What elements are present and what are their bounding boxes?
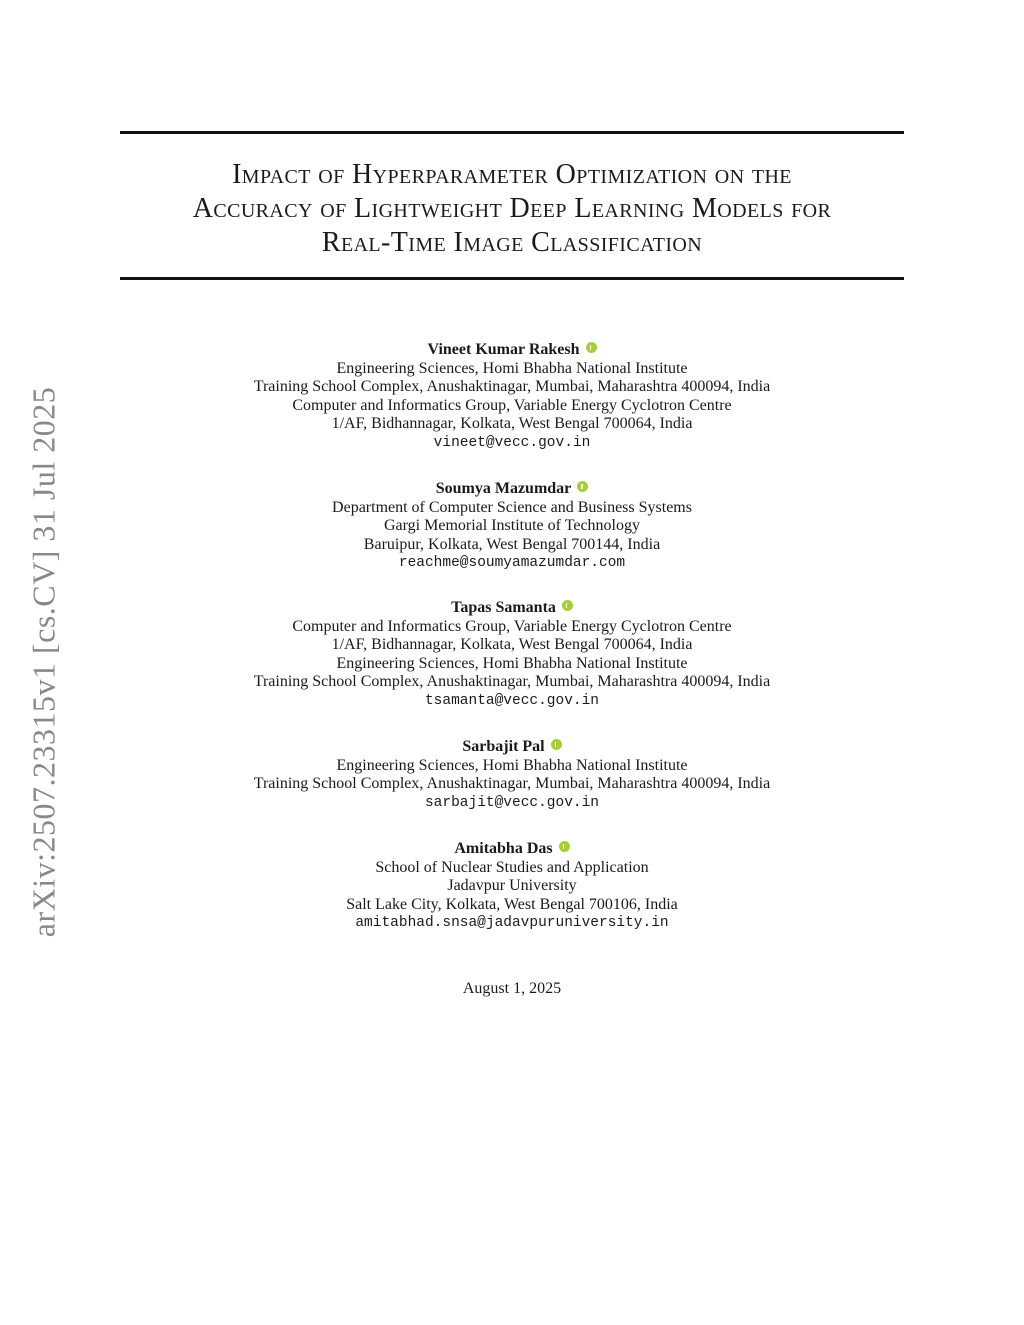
affiliation-line: Jadavpur University [447,877,577,894]
author-block [110,599,914,710]
affiliation-line: Engineering Sciences, Homi Bhabha National Institute [336,756,688,774]
paper-title [110,158,914,260]
affiliation-line: Baruipur, Kolkata, West Bengal 700144, India [363,535,661,553]
title-line: Impact of Hyperparameter Optimization on the [232,159,792,190]
author-name: Soumya Mazumdar [435,480,572,497]
affiliation-line: Engineering Sciences, Homi Bhabha National Institute [336,359,688,377]
title-rule-top [120,131,904,134]
author-name: Amitabha Das [454,840,553,857]
author-email[interactable]: tsamanta@vecc.gov.in [424,692,600,709]
author-block [110,738,914,812]
orcid-icon[interactable] [577,481,588,492]
orcid-icon[interactable] [551,739,562,750]
author-name: Vineet Kumar Rakesh [427,341,580,358]
orcid-icon[interactable] [586,342,597,353]
orcid-icon[interactable] [559,841,570,852]
affiliation-line: Training School Complex, Anushaktinagar, Mumbai, Maharashtra 400094, India [253,673,771,690]
affiliation-line: 1/AF, Bidhannagar, Kolkata, West Bengal 700064, India [331,636,693,653]
title-line: Accuracy of Lightweight Deep Learning Models for [192,193,832,224]
affiliation-line: Computer and Informatics Group, Variable Energy Cyclotron Centre [292,617,732,635]
author-email[interactable]: vineet@vecc.gov.in [433,434,591,451]
affiliation-line: School of Nuclear Studies and Application [375,858,649,876]
affiliation-line: Computer and Informatics Group, Variable Energy Cyclotron Centre [292,396,732,414]
author-block [110,341,914,452]
affiliation-line: Training School Complex, Anushaktinagar, Mumbai, Maharashtra 400094, India [253,378,771,395]
affiliation-line: 1/AF, Bidhannagar, Kolkata, West Bengal 700064, India [331,415,693,432]
arxiv-side-stamp: arXiv:2507.23315v1 [cs.CV] 31 Jul 2025 [25,386,62,938]
affiliation-line: Training School Complex, Anushaktinagar, Mumbai, Maharashtra 400094, India [253,775,771,792]
author-email[interactable]: reachme@soumyamazumdar.com [398,555,626,571]
title-line: Real-Time Image Classification [321,227,703,258]
affiliation-line: Engineering Sciences, Homi Bhabha National Institute [336,654,688,672]
orcid-icon[interactable] [562,600,573,611]
affiliation-line: Salt Lake City, Kolkata, West Bengal 700106, India [346,895,678,913]
affiliation-line: Gargi Memorial Institute of Technology [383,517,640,534]
author-block [110,480,914,573]
author-email[interactable]: amitabhad.snsa@jadavpuruniversity.in [355,915,669,931]
author-block [110,840,914,933]
author-name: Tapas Samanta [451,599,556,616]
author-email[interactable]: sarbajit@vecc.gov.in [424,794,600,811]
author-name: Sarbajit Pal [462,738,545,755]
title-rule-bottom [120,277,904,280]
affiliation-line: Department of Computer Science and Business Systems [332,498,692,516]
publication-date: August 1, 2025 [462,980,562,997]
